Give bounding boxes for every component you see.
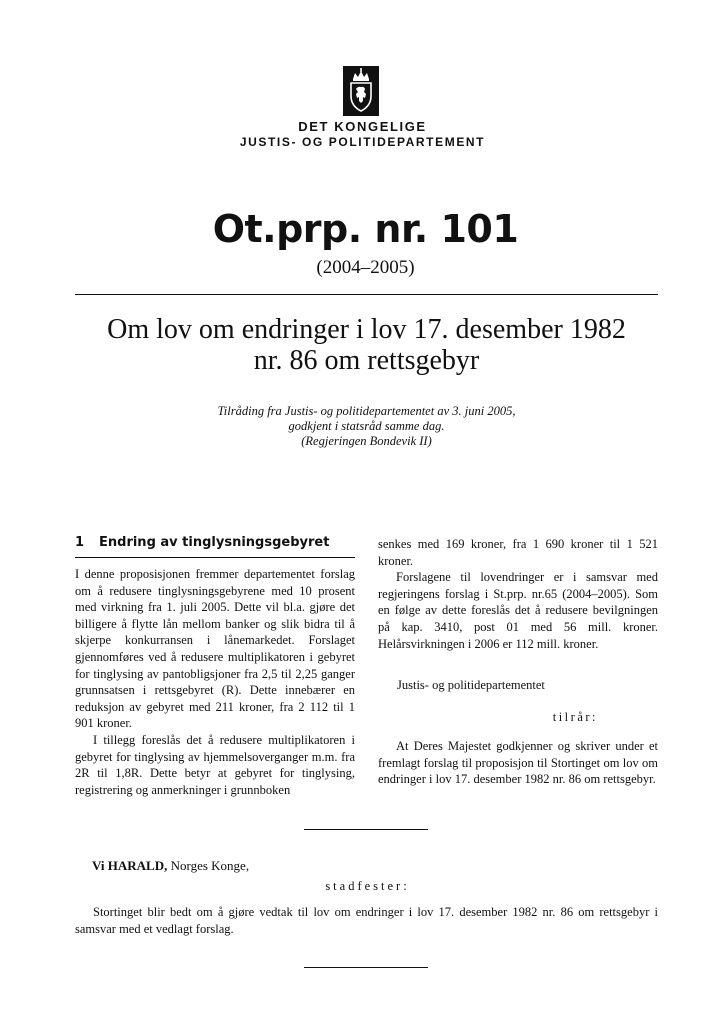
paragraph: I denne proposisjonen fremmer departementet forslag om å redusere tinglysningsgebyrene med 10 prosent med virkning fra 1. juli 2005. Dette vil bl.a. gjøre det billigere å flytte lån mellom banker og slik bidra til å skjerpe konkurransen i lånemarkedet. Forslaget gjennomføres ved å redusere multiplikatoren i gebyret for tinglysing av pantobligsjoner fra 2,5 til 2,25 ganger grunnsatsen i rettsgebyret (R). Dette innebærer en reduksjon av gebyret med 211 kroner, fra 2 112 til 1 901 kroner. [75, 567, 355, 731]
divider [304, 829, 428, 830]
proposition-number: Ot.prp. nr. 101 [212, 207, 519, 251]
document-title-line1: Om lov om endringer i lov 17. desember 1982 [107, 314, 626, 345]
recommendation-line3: (Regjeringen Bondevik II) [301, 434, 432, 448]
section-number: 1 [75, 535, 85, 550]
session-years: (2004–2005) [316, 257, 415, 278]
section-heading [75, 535, 355, 550]
tilrar-label: tilrår: [552, 710, 598, 724]
department-name-line2: JUSTIS- OG POLITIDEPARTEMENT [239, 135, 486, 149]
left-column [75, 566, 355, 798]
norwegian-royal-crest-icon [343, 66, 379, 116]
department-name-line1: DET KONGELIGE [298, 119, 427, 134]
paragraph: I tillegg foreslås det å redusere multiplikatoren i gebyret for tinglysing av hjemmelsoverganger m.m. fra 2R til 1,8R. Dette betyr at gebyret for tinglysing, registrering og anmerkninger i grunnboken [75, 732, 355, 797]
recommendation-line1: Tilråding fra Justis- og politidepartementet av 3. juni 2005, [217, 404, 516, 418]
document-title-line2: nr. 86 om rettsgebyr [253, 345, 480, 376]
stadfester-label: stadfester: [325, 879, 410, 893]
majesty-approval-text: At Deres Majestet godkjenner og skriver under et fremlagt forslag til proposisjon til Stortinget om lov om endringer i lov 17. desember 1982 nr. 86 om rettsgebyr. [378, 739, 658, 787]
recommendation-note [75, 404, 658, 449]
section-title: Endring av tinglysningsgebyret [99, 535, 330, 550]
document-title [75, 314, 658, 376]
right-column [378, 536, 658, 652]
paragraph: Forslagene til lovendringer er i samsvar med regjeringens forslag i St.prp. nr.65 (2004–2005). Som en følge av dette foreslås det å redusere bevilgningen på kap. 3410, post 01 med 56 mill. kroner. Helårsvirkningen i 2006 er 112 mill. kroner. [378, 570, 658, 651]
royal-signature [92, 858, 249, 874]
king-title: Norges Konge, [170, 858, 250, 873]
paragraph-continuation: senkes med 169 kroner, fra 1 690 kroner til 1 521 kroner. [378, 537, 658, 568]
recommendation-line2: godkjent i statsråd samme dag. [288, 419, 445, 433]
royal-decree-text: Stortinget blir bedt om å gjøre vedtak til lov om endringer i lov 17. desember 1982 nr. 86 om rettsgebyr i samsvar med et vedlagt forslag. [75, 905, 658, 936]
title-divider [75, 294, 658, 295]
section-heading-rule [75, 557, 355, 558]
king-name: Vi HARALD, [92, 858, 168, 873]
divider [304, 967, 428, 968]
department-signature: Justis- og politidepartementet [397, 678, 545, 692]
